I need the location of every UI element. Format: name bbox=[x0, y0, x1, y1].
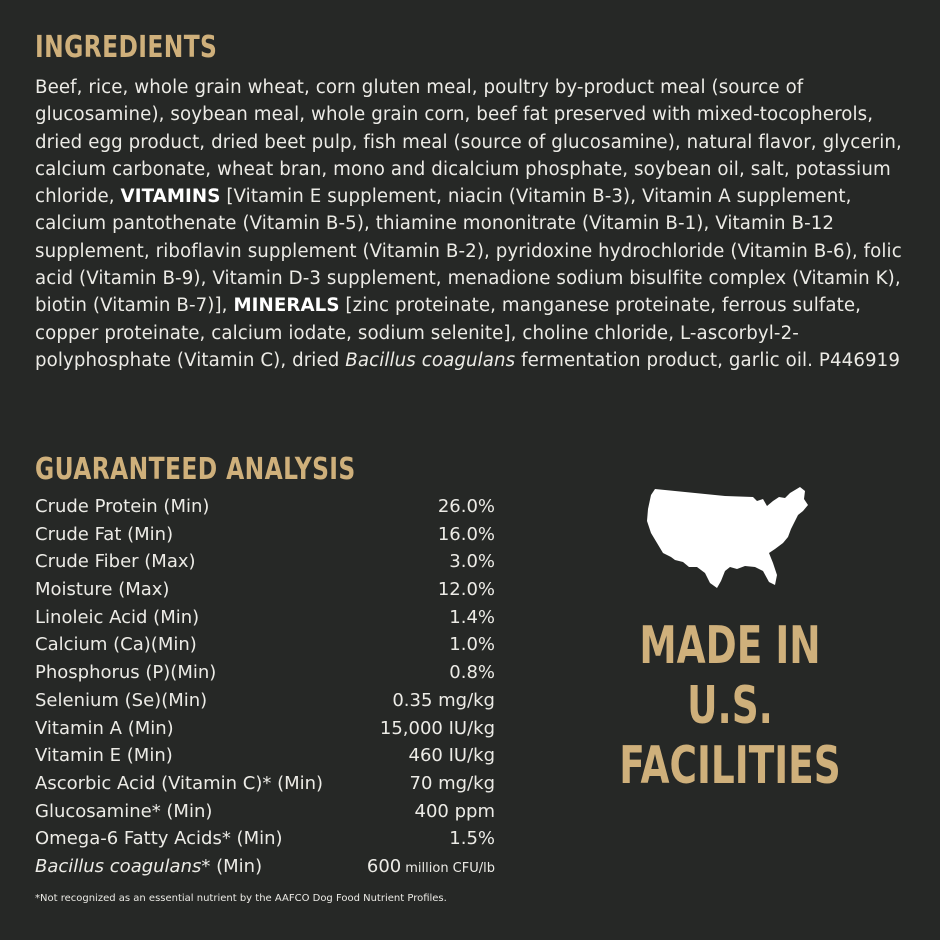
analysis-row bbox=[35, 579, 495, 607]
ingredients-title: INGREDIENTS bbox=[35, 30, 218, 65]
nutrient-name: Crude Fiber (Max) bbox=[35, 551, 196, 573]
ingredients-text bbox=[35, 74, 915, 374]
nutrient-name: Vitamin A (Min) bbox=[35, 717, 174, 739]
nutrient-name: Selenium (Se)(Min) bbox=[35, 689, 208, 711]
nutrient-value: 1.0% bbox=[449, 634, 495, 656]
usa-map-icon bbox=[645, 487, 815, 592]
nutrient-value: 1.5% bbox=[449, 828, 495, 850]
ingredients-text-part-4: fermentation product, garlic oil. P446919 bbox=[515, 349, 901, 371]
nutrient-name: Crude Protein (Min) bbox=[35, 496, 210, 517]
analysis-row bbox=[35, 551, 495, 579]
nutrient-value: 0.35 mg/kg bbox=[392, 689, 495, 711]
nutrient-value: 26.0% bbox=[437, 496, 495, 517]
nutrient-name: Phosphorus (P)(Min) bbox=[35, 662, 217, 684]
nutrient-value: 3.0% bbox=[449, 551, 495, 573]
ingredients-text-part-3: [zinc proteinate, manganese proteinate, ferrous sulfate, copper proteinate, calcium iodate, sodium selenite], choline chloride, L-ascorbyl-2-polyphosphate (Vitamin C), dried bbox=[35, 295, 862, 371]
badge-line: FACILITIES bbox=[619, 736, 841, 796]
footnote: *Not recognized as an essential nutrient by the AAFCO Dog Food Nutrient Profiles. bbox=[35, 893, 447, 904]
analysis-row bbox=[35, 496, 495, 524]
analysis-row bbox=[35, 662, 495, 690]
analysis-row-bacillus bbox=[35, 856, 495, 884]
analysis-row bbox=[35, 801, 495, 829]
nutrient-name: Glucosamine* (Min) bbox=[35, 800, 213, 822]
made-in-usa-badge bbox=[560, 616, 900, 796]
nutrient-name: Ascorbic Acid (Vitamin C)* (Min) bbox=[35, 772, 324, 794]
analysis-row bbox=[35, 828, 495, 856]
nutrient-name: Omega-6 Fatty Acids* (Min) bbox=[35, 828, 283, 850]
nutrient-value: 400 ppm bbox=[414, 800, 495, 822]
guaranteed-analysis-title: GUARANTEED ANALYSIS bbox=[35, 452, 356, 487]
analysis-row bbox=[35, 607, 495, 635]
nutrient-value bbox=[367, 856, 495, 877]
bacillus-unit: million CFU/lb bbox=[405, 860, 495, 876]
bacillus-name: Bacillus coagulans bbox=[345, 349, 516, 371]
bacillus-value: 600 bbox=[366, 855, 402, 877]
nutrient-name: Linoleic Acid (Min) bbox=[35, 606, 200, 628]
nutrient-name bbox=[35, 856, 262, 877]
nutrient-name: Crude Fat (Min) bbox=[35, 523, 174, 545]
nutrient-name: Calcium (Ca)(Min) bbox=[35, 634, 197, 656]
bacillus-italic-name: Bacillus coagulans bbox=[35, 855, 202, 877]
nutrient-value: 16.0% bbox=[437, 523, 495, 545]
analysis-row bbox=[35, 524, 495, 552]
vitamins-label: VITAMINS bbox=[120, 186, 221, 208]
nutrient-name: Moisture (Max) bbox=[35, 579, 170, 601]
ingredients-text-part-1: Beef, rice, whole grain wheat, corn gluten meal, poultry by-product meal (source of glucosamine), soybean meal, whole grain corn, beef fat preserved with mixed-tocopherols, dried egg product, dried beet pulp, fish meal (source of glucosamine), natural flavor, glycerin, calcium carbonate, wheat bran, mono and dicalcium phosphate, soybean oil, salt, potassium chloride, bbox=[35, 77, 902, 208]
ingredients-text-part-2: [Vitamin E supplement, niacin (Vitamin B-3), Vitamin A supplement, calcium pantothenate (Vitamin B-5), thiamine mononitrate (Vitamin B-1), Vitamin B-12 supplement, riboflavin supplement (Vitamin B-2), pyridoxine hydrochloride (Vitamin B-6), folic acid (Vitamin B-9), Vitamin D-3 supplement, menadione sodium bisulfite complex (Vitamin K), biotin (Vitamin B-7)], bbox=[35, 186, 902, 317]
nutrient-value: 70 mg/kg bbox=[409, 772, 495, 794]
nutrient-value: 15,000 IU/kg bbox=[379, 717, 495, 739]
nutrient-value: 0.8% bbox=[449, 662, 495, 684]
nutrient-name: Vitamin E (Min) bbox=[35, 745, 173, 767]
analysis-row bbox=[35, 773, 495, 801]
minerals-label: MINERALS bbox=[233, 295, 340, 317]
guaranteed-analysis-table bbox=[35, 496, 495, 884]
analysis-row bbox=[35, 745, 495, 773]
analysis-row bbox=[35, 634, 495, 662]
badge-line: U.S. bbox=[687, 676, 773, 736]
analysis-row bbox=[35, 718, 495, 746]
bacillus-name-suffix: * (Min) bbox=[201, 855, 263, 877]
nutrient-value: 12.0% bbox=[437, 579, 495, 601]
analysis-row bbox=[35, 690, 495, 718]
nutrient-value: 1.4% bbox=[449, 606, 495, 628]
nutrient-value: 460 IU/kg bbox=[408, 745, 495, 767]
badge-line: MADE IN bbox=[639, 616, 821, 676]
